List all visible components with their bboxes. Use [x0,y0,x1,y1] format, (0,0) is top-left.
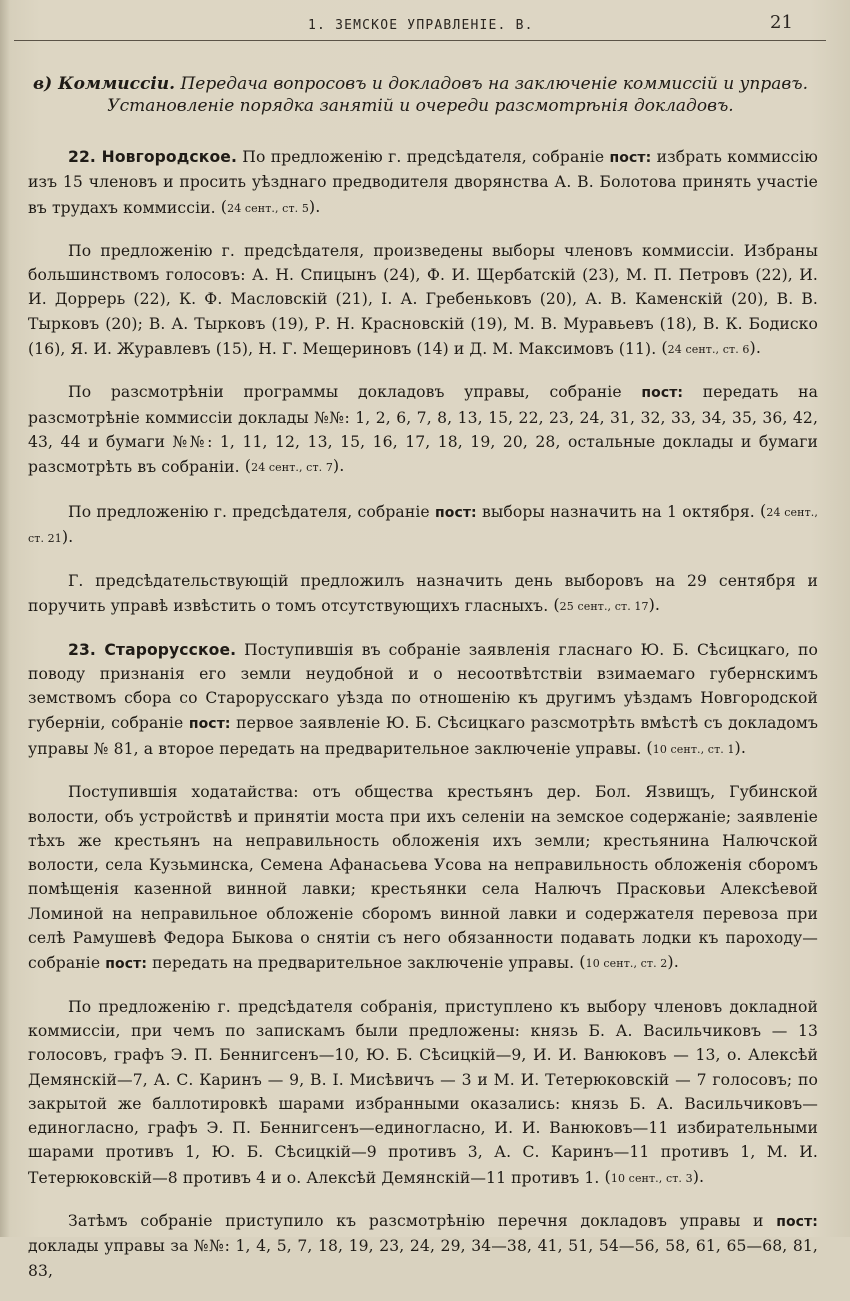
session-reference-text: 10 сент., ст. 3 [610,1171,693,1185]
paragraph-7 [28,780,818,976]
paragraph-text: Поступившія въ собраніе заявленія гласнаго Ю. Б. Сѣсицкаго, по поводу признанія его земли неудобной и о несоотвѣтствіи взимаемаго губернскимъ земствомъ сбора со Старорусскаго уѣзда по отношенію къ другимъ уѣздамъ Новгородской губерніи, собраніе [28,640,818,732]
region-label: 23. Старорусское. [68,640,237,659]
resolution-keyword: пост: [609,150,652,166]
paragraph-text: Г. предсѣдательствующій предложилъ назначить день выборовъ на 29 сентября и поручить управѣ извѣстить о томъ отсутствующихъ гласныхъ. [28,572,818,616]
session-reference: (24 сент., ст. 6). [661,338,762,358]
region-label: 22. Новгородское. [68,148,237,166]
resolution-keyword: пост: [434,504,477,521]
paragraph-text: По предложенію г. предсѣдателя, собраніе [236,148,610,166]
paragraph-2 [28,239,818,362]
session-reference: (24 сент., ст. 7). [244,456,345,476]
paragraph-text: По предложенію г. предсѣдателя, собраніе [68,502,435,521]
section-heading [24,73,817,117]
paragraph-text-continued: выборы назначить на 1 октября. [476,502,755,521]
session-reference: (10 сент., ст. 2). [579,952,679,972]
paragraph-text: По предложенію г. предсѣдателя собранія, приступлено къ выбору членовъ докладной коммиссіи, при чемъ по запискамъ были предложены: князь Б. А. Васильчиковъ — 13 голосовъ, графъ Э. П. Беннигсенъ—10, Ю. Б. Сѣсицкій—9, И. И. Ванюковъ — 13, о. Алексѣй Демянскій—7, А. С. Каринъ — 9, В. І. Мисѣвичъ — 3 и М. И. Тетерюковскій — 7 голосовъ; по закрытой же баллотировкѣ шарами избранными оказались: князь Б. А. Васильчиковъ—единогласно, графъ Э. П. Беннигсенъ—единогласно, И. И. Ванюковъ—11 избирательными шарами противъ 1, Ю. Б. Сѣсицкій—9 противъ 3, А. С. Каринъ—11 противъ 1, М. И. Тетерюковскій—8 противъ 4 и о. Алексѣй Демянскій—11 противъ 1. [28,997,818,1187]
paragraph-text-continued: передать на предварительное заключеніе управы. [147,954,575,973]
paragraph-9 [28,1209,818,1283]
paragraph-text: По разсмотрѣніи программы докладовъ управы, собраніе [68,383,642,402]
resolution-keyword: пост: [105,956,148,973]
paragraph-text-continued: избрать коммиссію изъ 15 членовъ и просить уѣзднаго предводителя дворянства А. В. Болотова принять участіе въ трудахъ коммиссіи. [28,148,818,217]
header-rule [14,40,826,41]
session-reference: (24 сент., ст. 21). [28,500,818,546]
paragraph-1 [28,145,818,221]
paragraph-text-continued: первое заявленіе Ю. Б. Сѣсицкаго разсмотрѣть вмѣстѣ съ докладомъ управы № 81, а второе передать на предварительное заключеніе управы. [28,713,818,758]
resolution-keyword: пост: [776,1213,818,1230]
paragraph-5 [28,569,818,620]
section-heading-text: Передача вопросовъ и докладовъ на заключеніе коммиссій и управъ. Установленіе порядка занятій и очереди разсмотрѣнія докладовъ. [107,74,808,116]
session-reference: (24 сент., ст. 5). [220,196,321,216]
paragraph-text: Затѣмъ собраніе приступило къ разсмотрѣнію перечня докладовъ управы и [68,1211,777,1230]
resolution-keyword: пост: [641,385,684,402]
paragraph-text: По предложенію г. предсѣдателя, произведены выборы членовъ коммиссіи. Избраны большинствомъ голосовъ: А. Н. Спицынъ (24), Ф. И. Щербатскій (23), М. П. Петровъ (22), И. И. Доррерь (22), К. Ф. Масловскій (21), І. А. Гребеньковъ (20), А. В. Каменскій (20), В. В. Тырковъ (20); В. А. Тырковъ (19), Р. Н. Красновскій (19), М. В. Муравьевъ (18), В. К. Бодиско (16), Я. И. Журавлевъ (15), Н. Г. Мещериновъ (14) и Д. М. Максимовъ (11). [28,241,818,359]
paragraph-4 [28,499,818,552]
session-reference-text: 10 сент., ст. 1 [652,742,735,756]
session-reference-text: 25 сент., ст. 17 [559,600,649,614]
paragraph-text-continued: передать на разсмотрѣніе коммиссіи доклады №№: 1, 2, 6, 7, 8, 13, 15, 22, 23, 24, 31, 32, 33, 34, 35, 36, 42, 43, 44 и бумаги №№: 1, 11, 12, 13, 15, 16, 17, 18, 19, 20, 28, остальные доклады и бумаги разсмотрѣть въ собраніи. [28,383,818,477]
session-reference: (10 сент., ст. 3). [604,1166,705,1186]
paragraph-6 [28,638,818,762]
paragraph-8 [28,995,818,1191]
paragraph-3 [28,380,818,480]
page-header [0,6,850,40]
session-reference: (25 сент., ст. 17). [553,595,661,615]
running-head: 1. ЗЕМСКОЕ УПРАВЛЕНІЕ. В. [308,18,534,33]
session-reference-text: 24 сент., ст. 6 [667,343,750,357]
document-body [28,145,818,1301]
paragraph-text-continued: доклады управы за №№: 1, 4, 5, 7, 18, 19, 23, 24, 29, 34—38, 41, 51, 54—56, 58, 61, 65—68, 81, 83, [28,1237,818,1280]
session-reference-text: 24 сент., ст. 21 [28,505,818,545]
page-number: 21 [770,12,793,33]
session-reference-text: 10 сент., ст. 2 [585,957,668,971]
session-reference-text: 24 сент., ст. 7 [251,461,333,475]
paragraph-text: Поступившія ходатайства: отъ общества крестьянъ дер. Бол. Язвищъ, Губинской волости, объ устройствѣ и принятіи моста при ихъ селеніи на земское содержаніе; заявленіе тѣхъ же крестьянъ на неправильность обложенія ихъ земли; крестьянина Налючской волости, села Кузьминска, Семена Афанасьева Усова на неправильность обложенія сборомъ помѣщенія казенной винной лавки; крестьянки села Налючъ Прасковьи Алексѣевой Ломиной на неправильное обложеніе сборомъ винной лавки и содержателя перевоза при селѣ Рамушевѣ Федора Быкова о снятіи съ него обязанности подавать лодки къ пароходу—собраніе [28,783,818,973]
section-heading-lead: в) Коммиссіи. [33,74,176,94]
session-reference-text: 24 сент., ст. 5 [227,201,309,215]
session-reference: (10 сент., ст. 1). [646,737,747,757]
resolution-keyword: пост: [188,715,231,732]
